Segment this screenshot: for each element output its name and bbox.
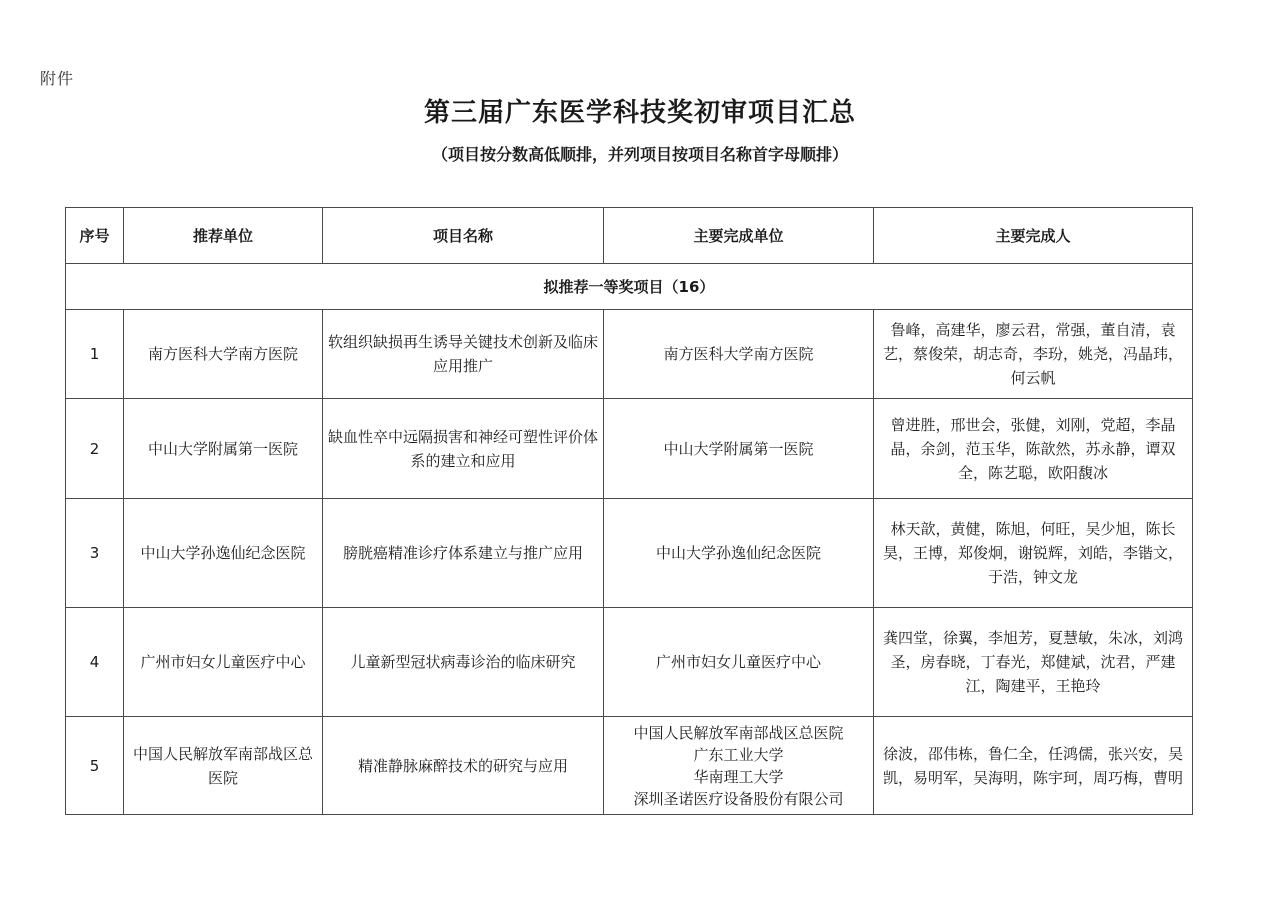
header-people: 主要完成人 (874, 208, 1193, 264)
row-units (604, 608, 874, 717)
row-unit: 深圳圣诺医疗设备股份有限公司 (633, 789, 844, 808)
row-project: 膀胱癌精准诊疗体系建立与推广应用 (323, 499, 604, 608)
row-units (604, 399, 874, 499)
document-subtitle: （项目按分数高低顺排，并列项目按项目名称首字母顺排） (431, 145, 848, 164)
row-unit: 南方医科大学南方医院 (663, 345, 814, 363)
row-recommender: 中山大学孙逸仙纪念医院 (124, 499, 323, 608)
table-row (66, 608, 1193, 717)
row-project: 精准静脉麻醉技术的研究与应用 (323, 717, 604, 815)
section-title: 拟推荐一等奖项目（16） (66, 264, 1193, 310)
row-people: 鲁峰，高建华，廖云君，常强，董自清，袁艺，蔡俊荣，胡志奇，李玢，姚尧，冯晶玮，何云帆 (874, 310, 1193, 399)
row-unit: 中山大学附属第一医院 (663, 439, 814, 458)
row-recommender: 中山大学附属第一医院 (124, 399, 323, 499)
row-project: 儿童新型冠状病毒诊治的临床研究 (323, 608, 604, 717)
header-project: 项目名称 (323, 208, 604, 264)
project-summary-table (65, 207, 1193, 815)
row-unit: 广州市妇女儿童医疗中心 (655, 653, 821, 671)
row-people: 曾进胜，邢世会，张健，刘刚，党超，李晶晶，余剑，范玉华，陈歆然，苏永静，谭双全，陈艺聪，欧阳馥冰 (874, 399, 1193, 499)
row-unit: 中国人民解放军南部战区总医院 (633, 723, 844, 742)
row-unit: 中山大学孙逸仙纪念医院 (655, 544, 821, 562)
row-unit: 广东工业大学 (693, 745, 784, 764)
row-project: 缺血性卒中远隔损害和神经可塑性评价体系的建立和应用 (323, 399, 604, 499)
row-people: 林天歆，黄健，陈旭，何旺，吴少旭，陈长昊，王博，郑俊炯，谢锐辉，刘皓，李锴文，于浩，钟文龙 (874, 499, 1193, 608)
row-people: 龚四堂，徐翼，李旭芳，夏慧敏，朱冰，刘鸿圣，房春晓，丁春光，郑健斌，沈君，严建江，陶建平，王艳玲 (874, 608, 1193, 717)
row-recommender: 中国人民解放军南部战区总医院 (124, 717, 323, 815)
row-index: 4 (66, 608, 124, 717)
row-index: 2 (66, 399, 124, 499)
row-unit: 华南理工大学 (693, 767, 784, 786)
row-units (604, 499, 874, 608)
attachment-label: 附件 (40, 69, 75, 88)
table-header-row (66, 208, 1193, 264)
header-recommender: 推荐单位 (124, 208, 323, 264)
row-project: 软组织缺损再生诱导关键技术创新及临床应用推广 (323, 310, 604, 399)
row-recommender: 南方医科大学南方医院 (124, 310, 323, 399)
row-index: 1 (66, 310, 124, 399)
row-index: 3 (66, 499, 124, 608)
table-row (66, 499, 1193, 608)
table-row (66, 310, 1193, 399)
section-row (66, 264, 1193, 310)
row-units (604, 310, 874, 399)
row-units (604, 717, 874, 815)
header-units: 主要完成单位 (604, 208, 874, 264)
table-row (66, 399, 1193, 499)
header-index: 序号 (66, 208, 124, 264)
row-recommender: 广州市妇女儿童医疗中心 (124, 608, 323, 717)
row-people: 徐波，邵伟栋，鲁仁全，任鸿儒，张兴安，吴凯，易明军，吴海明，陈宇珂，周巧梅，曹明 (874, 717, 1193, 815)
row-index: 5 (66, 717, 124, 815)
document-title: 第三届广东医学科技奖初审项目汇总 (423, 98, 856, 128)
table-row (66, 717, 1193, 815)
